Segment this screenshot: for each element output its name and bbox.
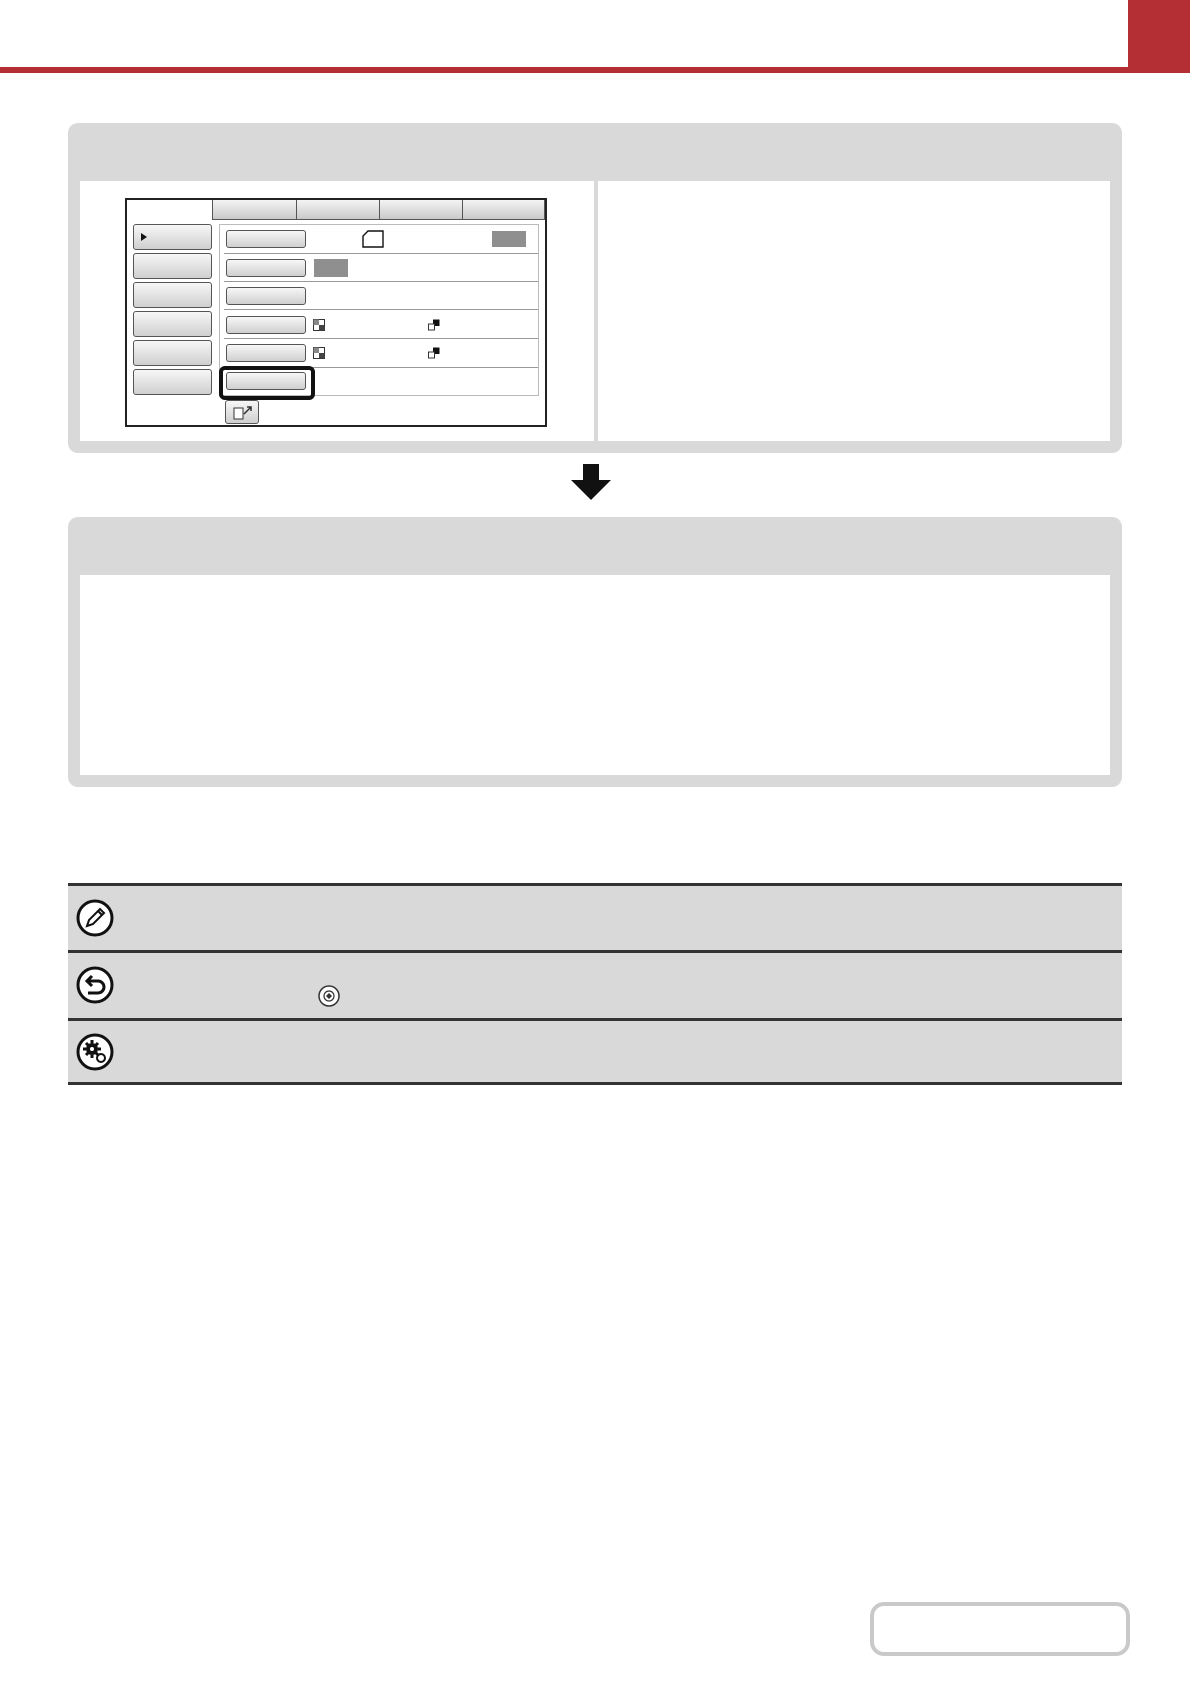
down-arrow-icon [571,464,611,500]
chapter-tab [1128,0,1190,73]
step-1-description-area [598,181,1110,441]
divider [224,281,538,282]
status-chip-2 [314,259,348,277]
setting-button-3[interactable] [226,287,306,305]
touch-panel-screen [125,198,547,427]
page-nav-button[interactable] [870,1602,1130,1656]
side-item-5[interactable] [133,340,212,366]
screen-tab-2[interactable] [213,200,297,220]
step-panel-2 [68,517,1122,787]
note-row [68,886,1122,950]
divider [224,253,538,254]
offset-square-icon [428,319,440,331]
highlighted-key-frame [219,366,315,400]
side-item-6[interactable] [133,369,212,395]
screen-tab-4[interactable] [380,200,463,220]
triangle-right-icon [140,232,148,242]
grid-pattern-icon [313,319,325,331]
swap-icon[interactable] [225,400,259,424]
setting-button-2[interactable] [226,259,306,277]
notes-bottom-rule [68,1082,1122,1085]
header-rule [0,67,1128,73]
paper-icon [362,230,384,248]
return-icon [76,966,114,1004]
screen-tab-1[interactable] [127,200,213,220]
side-item-4[interactable] [133,311,212,337]
status-chip-1 [492,231,526,247]
divider [224,309,538,310]
grid-pattern-icon [313,347,325,359]
setting-button-5[interactable] [226,344,306,362]
side-item-2[interactable] [133,253,212,279]
screen-tab-5[interactable] [463,200,545,220]
side-item-3[interactable] [133,282,212,308]
side-item-1[interactable] [133,224,212,250]
setting-button-4[interactable] [226,316,306,334]
gears-icon [76,1033,114,1071]
setting-button-1[interactable] [226,230,306,248]
cancel-row [68,953,1122,1018]
settings-row [68,1021,1122,1082]
offset-square-icon [428,347,440,359]
screen-tab-3[interactable] [297,200,380,220]
step-2-content-area [80,575,1110,775]
divider [224,338,538,339]
pencil-icon [76,899,114,937]
stop-key-icon [318,985,340,1007]
